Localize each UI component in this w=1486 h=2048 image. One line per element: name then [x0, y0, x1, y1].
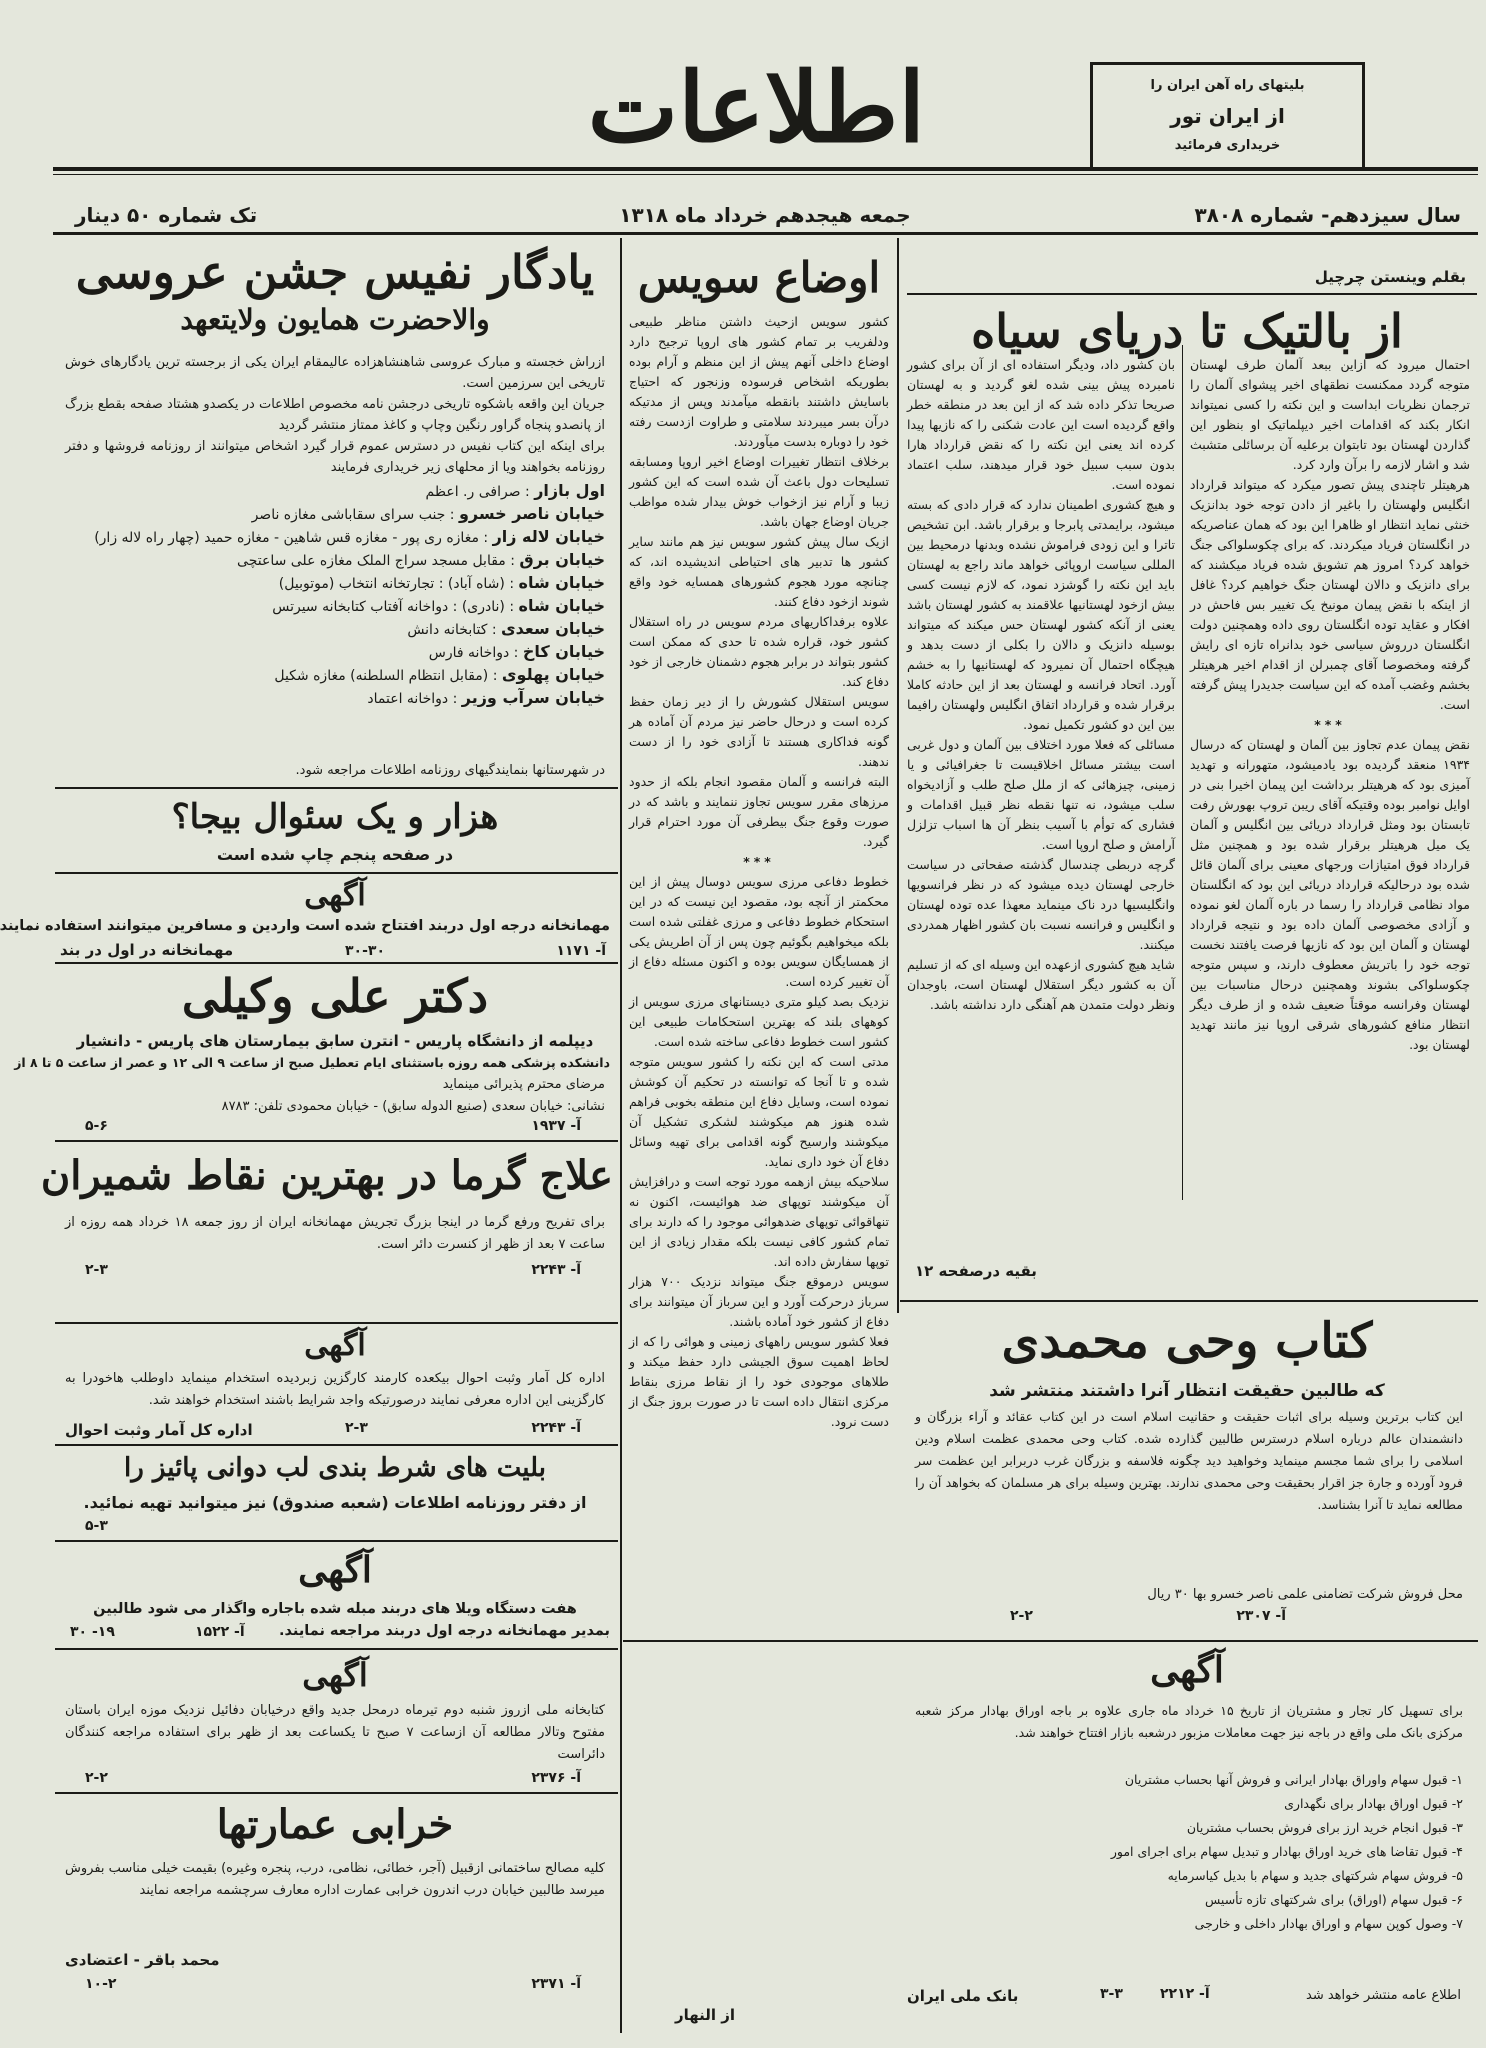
location-shop: : (نادری) : دواخانه آفتاب کتابخانه سیرتس: [272, 599, 515, 615]
ad-code: آ- ۲۳۷۶: [531, 1770, 581, 1786]
location-shop: : دواخانه اعتماد: [367, 691, 458, 707]
ad-code: آ- ۱۱۷۱: [556, 943, 606, 959]
article-paragraph: مسائلی که فعلا مورد اختلاف بین آلمان و دول غربی است بیشتر مسائل اخلاقیست تا جغرافیائی و یا زمینی، چیزهائی که از ملل صلح طلب و آزادیخواه سلب میشود، نه تنها نقطه نظر قبیل اقدامات و فشاری که توأم با آسیب بنظر آن ها اسباب تزلزل آرامش و صلح اروپا است.: [907, 737, 1175, 852]
ruins-ad-title: خرابی عمارتها: [216, 1801, 454, 1848]
ad-code: آ- ۱۵۲۲: [195, 1624, 245, 1640]
ad-paragraph: جریان این واقعه باشکوه تاریخی درجشن نامه مخصوص اطلاعات در یکصدو هشتاد صفحه بقطع بزرگ از پانصدو پنجاه گراور رنگین وچاپ و کاغذ ممتاز منتشر گردید: [65, 397, 605, 433]
shemiran-ad-text: برای تفریح ورفع گرما در اینجا بزرگ تجریش مهمانخانه ایران از روز جمعه ۱۸ خرداد همه روزه از ساعت ۷ بعد از ظهر از کنسرت دائر است.: [65, 1215, 605, 1252]
ad-code: آ- ۲۲۴۳: [531, 1262, 581, 1278]
article-paragraph: بان کشور داد، ودیگر استفاده ای از آن برای کشور نامبرده پیش بینی شده لغو گردید و به لهستان صریحا تذکر داده شد که از این بعد در منطقه خطر واقع گردیده است این عادت شکنی را که نازیها پیدا کرده اند یعنی این نکته را که نقض قرارداد هارا بدون سبب سبیل خود قرار میدهند، سلب اعتماد نموده است.: [907, 357, 1175, 492]
ad-code: ۱۹- ۳۰: [70, 1624, 115, 1640]
bank-ad-item: ۷- وصول کوپن سهام و اوراق بهادار داخلی و خارجی: [1194, 1916, 1463, 1931]
shemiran-ad-title: علاج گرما در بهترین نقاط شمیران: [40, 1152, 613, 1199]
section-rule: [55, 1648, 618, 1650]
library-ad-label: آگهی: [302, 1656, 368, 1694]
location-item: [65, 503, 605, 526]
location-street: خیابان شاه: [518, 596, 605, 615]
ad-code: ۲-۳: [85, 1262, 108, 1278]
location-street: اول بازار: [534, 481, 605, 500]
villa-ad-text: بمدیر مهمانخانه درجه اول دربند مراجعه نمایند.: [279, 1623, 610, 1639]
location-shop: : (مقابل انتظام السلطنه) مغازه شکیل: [274, 668, 498, 684]
masthead-title: اطلاعات: [587, 51, 925, 164]
article-paragraph: سلاحیکه بیش ازهمه مورد توجه است و درافزایش آن میکوشند توپهای ضد هوائیست، اکنون نه تنهاقوائی توپهای ضدهوائی موجود را که دارند برای تمام کشور کافی نیست بلکه مقدار زیادی از این توپها سفارش داده اند.: [629, 1174, 889, 1269]
doctor-ad-line: مرضای محترم پذیرائی مینماید: [442, 1077, 605, 1092]
ad-paragraph: ازراش خجسته و مبارک عروسی شاهنشاهزاده عالیمقام ایران یکی از برجسته ترین یادگارهای خوش تاریخی این سرزمین است.: [65, 355, 605, 391]
lottery-ad-title: بلیت های شرط بندی لب دوانی پائیز را: [124, 1453, 546, 1483]
article-paragraph: گرچه دربطی چندسال گذشته صفحاتی در سیاست خارجی لهستان دیده میشود که در نظر فرانسویها وانگلیسیها درد ناک مینماید معهذا عده توده لهستان و انگلیس و فرانسه نسبت بان کشور اظهار همدردی میکنند.: [907, 857, 1175, 952]
stats-ad-text: اداره کل آمار وثبت احوال بیکعده کارمند کارگزین زبردیده استخدام مینماید داوطلب هاخودرا به کارگزینی این اداره معرفی نمایند درصورتیکه واجد شرایط باشند استخدام خواهند شد.: [65, 1371, 605, 1408]
location-street: خیابان لاله زار: [492, 527, 605, 546]
swiss-article-body: [629, 312, 889, 2002]
article-paragraph: هرهیتلر تاچندی پیش تصور میکرد که میتواند قرارداد انگلیس ولهستان را باغیر از دادن توجه خود بدانزیک خنثی نماید انتظار او ظاهرا این بود که همان عناصریکه در انگلستان فریاد میکردند. که برای چکوسلواکی جنگ خواهد کرد؟ امروز هم تشویق شده فریاد میکشند که برای دانزیک و دالان لهستان جنگ خواهیم کرد؟ غافل از اینکه با نقض پیمان مونیخ یک تغییر بس فاحش در افکار و عقاید توده انگلستان روی داده وهمچنین دولت انگلستان درروش سیاسی خود بدانراه تازه ای رایش گرفته ومخصوصا آقای چمبرلن از اقدام اخیر هرهیتلر بخشم وغضب آمده که این سیاست جدیدرا پیش گرفته است.: [1190, 477, 1470, 712]
column-divider: [897, 238, 899, 1313]
location-street: خیابان سرآب وزیر: [461, 688, 605, 707]
location-street: خیابان شاه: [518, 573, 605, 592]
doctor-ad-line: دیپلمه از دانشگاه پاریس - انترن سابق بیمارستان های پاریس - دانشیار: [76, 1032, 594, 1050]
article-paragraph: برخلاف انتظار تغییرات اوضاع اخیر اروپا ومسابقه تسلیحات دول باعث آن شده است که این کشور زیبا و آرام نیز ازخواب خوش بیدار شده مواظب جریان اوضاع جهان باشد.: [629, 454, 889, 529]
bank-ad-item: ۳- قبول انجام خرید ارز برای فروش بحساب مشتریان: [1186, 1820, 1463, 1835]
byline-rule: [907, 293, 1477, 295]
location-item: [65, 595, 605, 618]
section-rule: [55, 872, 618, 874]
book-ad-title: کتاب وحی محمدی: [1001, 1313, 1373, 1369]
section-stars: ***: [1314, 717, 1346, 732]
stats-ad-signature: اداره کل آمار وثبت احوال: [65, 1421, 253, 1439]
bank-ad-item: ۲- قبول اوراق بهادار برای نگهداری: [1284, 1796, 1463, 1811]
bank-ad-label: آگهی: [1150, 1649, 1224, 1691]
location-shop: : جنب سرای سقاباشی مغازه ناصر: [251, 507, 455, 523]
villa-ad-label: آگهی: [298, 1549, 372, 1591]
article-paragraph: مدتی است که این نکته را کشور سویس متوجه شده و تا آنجا که توانسته در تحکیم آن کوشش نموده است، وسایل دفاع این منطقه بخوبی فراهم شده هنوز هم میکوشند لشکری تشکیل آن میکوشند وارسیح گونه اقدامی برای تهیه وسائل دفاع آن خود داری نماید.: [629, 1054, 889, 1169]
ad-code: ۲-۲: [85, 1770, 108, 1786]
hotel-ad-subtext: مهمانخانه در اول در بند: [60, 941, 234, 959]
article-paragraph: نزدیک بصد کیلو متری دیستانهای مرزی سویس از کوههای بلند که بهترین استحکامات طبیعی این کشور است خطوط دفاعی ساخته شده است.: [629, 994, 889, 1049]
wedding-ad-title: یادگار نفیس جشن عروسی: [75, 245, 595, 299]
wedding-ad-footer: در شهرستانها بنمایندگیهای روزنامه اطلاعات مراجعه شود.: [295, 763, 605, 778]
location-street: خیابان ناصر خسرو: [458, 504, 605, 523]
article-headline: از بالتیک تا دریای سیاه: [971, 304, 1403, 358]
article-paragraph: سویس درموقع جنگ میتواند نزدیک ۷۰۰ هزار سرباز درحرکت آورد و این سرباز آن میتوانند برای دفاع از کشور خود آماده باشند.: [629, 1274, 889, 1329]
section-rule: [55, 787, 618, 789]
hotel-ad-text: مهمانخانه درجه اول دربند افتتاح شده است واردین و مسافرین میتوانند استفاده نمایند: [0, 918, 610, 934]
article-paragraph: فعلا کشور سویس راههای زمینی و هوائی را که از لحاظ اهمیت سوق الجیشی دارد حفظ میکند و طلاهای موجودی خود را از نقاط مرزی بنقاط مرکزی انتقال داده است تا در صورت بروز جنگ از دست نرود.: [629, 1334, 889, 1429]
article-column: [907, 355, 1175, 1255]
bank-ad-items: [915, 1768, 1463, 1938]
stats-ad-label: آگهی: [304, 1328, 366, 1363]
doctor-ad-title: دکتر علی وکیلی: [181, 969, 489, 1023]
issue-price: تک شماره ۵۰ دینار: [75, 203, 258, 227]
location-item: [65, 526, 605, 549]
article-paragraph: البته فرانسه و آلمان مقصود انجام بلکه از حدود مرزهای مقرر سویس تجاوز ننمایند و باشد که در صورت وقوع جنگ بیطرفی آن مورد احترام قرار گیرد.: [629, 774, 889, 849]
doctor-ad-address: نشانی: خیابان سعدی (صنیع الدوله سابق) - خیابان محمودی تلفن: ۸۷۸۳: [221, 1099, 605, 1114]
masthead-ad-box: [1090, 62, 1365, 170]
ruins-ad-text: کلیه مصالح ساختمانی ازقبیل (آجر، خطائی، نظامی، درب، پنجره وغیره) بقیمت خیلی مناسب بفروش میرسد طالبین خیابان درب اندرون خرابی عمارت اداره معارف سرچشمه مراجعه نمایند: [65, 1861, 605, 1898]
location-shop: : کتابخانه دانش: [407, 622, 497, 638]
section-stars: ***: [743, 854, 775, 869]
section-rule: [623, 1640, 1478, 1642]
book-ad-subtitle: که طالبین حقیقت انتظار آنرا داشتند منتشر شد: [989, 1381, 1385, 1401]
section-rule: [900, 1300, 1478, 1302]
issue-date: جمعه هیجدهم خرداد ماه ۱۳۱۸: [619, 203, 911, 227]
location-street: خیابان سعدی: [501, 619, 605, 638]
bank-ad-footer: اطلاع عامه منتشر خواهد شد: [1306, 1988, 1461, 2003]
masthead-rule: [53, 167, 1478, 171]
location-street: خیابان پهلوی: [501, 665, 605, 684]
ad-box-line: خریداری فرمائید: [1174, 138, 1281, 153]
article-paragraph: علاوه برفداکاریهای مردم سویس در راه استقلال کشور خود، قراره شده تا حدی که ممکن است کشور بتواند در برابر هجوم دشمنان خارجی از خود دفاع کند.: [629, 614, 889, 689]
ad-code: ۳۰-۳۰: [345, 943, 385, 959]
ruins-ad-signature: محمد باقر - اعتضادی: [65, 1951, 220, 1969]
location-street: خیابان کاخ: [522, 642, 605, 661]
ad-code: ۲-۳: [345, 1420, 368, 1436]
ad-code: ۲-۲: [1010, 1608, 1033, 1624]
wedding-ad-subtitle: والاحضرت همایون ولایتعهد: [180, 303, 490, 336]
issue-number: سال سیزدهم- شماره ۳۸۰۸: [1194, 203, 1461, 227]
bank-ad-item: ۴- قبول تقاضا های خرید اوراق بهادار و تبدیل سهام برای اجرای امور: [1110, 1844, 1463, 1859]
article-paragraph: ازیک سال پیش کشور سویس نیز هم مانند سایر کشور ها تدبیر های احتیاطی اندیشیده اند، که چنانچه مورد هجوم کشورهای همسایه خود واقع شوند ازخود دفاع کنند.: [629, 534, 889, 609]
bank-ad-intro: برای تسهیل کار تجار و مشتریان از تاریخ ۱۵ خرداد ماه جاری علاوه بر باجه اوراق بهادار مرکز شعبه مرکزی بانک ملی واقع در باجه نیز جهت معاملات مزبور درشعبه بازار افتتاح خواهند شد.: [915, 1703, 1463, 1740]
ad-box-line: بلیتهای راه آهن ایران را: [1150, 78, 1305, 93]
article-paragraph: کشور سویس ازحیث داشتن مناظر طبیعی ودلفریب بر تمام کشور های اروپا ترجیح دارد اوضاع داخلی آنهم پیش از این منظم و آرام بوده بطوریکه اشخاص فرسوده وزنجور که احتیاج باسایش داشتند بانقطه میآمدند وپس از مدتیکه درآن بسر میبردند سلامتی و طراوت ازدست رفته خود را دوباره بدست میآوردند.: [629, 314, 889, 449]
article-column: [1190, 355, 1470, 1255]
bank-ad-item: ۵- فروش سهام شرکتهای جدید و سهام با بدیل کیاسرمایه: [1167, 1868, 1463, 1883]
doctor-ad-line: دانشکده پزشکی همه روزه باستثنای ایام تعطیل صبح از ساعت ۹ الی ۱۲ و عصر از ساعت ۵ تا ۸ از: [14, 1055, 610, 1070]
location-item: [65, 549, 605, 572]
column-divider: [1182, 345, 1183, 1200]
ad-code: آ- ۲۳۰۷: [1236, 1608, 1286, 1624]
location-item: [65, 664, 605, 687]
bank-ad-item: ۶- قبول سهام (اوراق) برای شرکتهای تازه تأسیس: [1204, 1892, 1463, 1907]
article-byline: بقلم وینستن چرچیل: [1314, 268, 1466, 286]
location-shop: : مقابل مسجد سراج الملک مغازه علی ساعتچی: [237, 553, 515, 569]
bank-ad-signature: بانک ملی ایران: [907, 1987, 1019, 2005]
article-paragraph: خطوط دفاعی مرزی سویس دوسال پیش از این محکمتر از آنچه بود، مقصود این نیست که در این استحکام خطوط دفاعی و مرزی غفلتی شده است بلکه میخواهیم بگوئیم چون پس از آن اطریش یکی از همسایگان سویس بوده و اکنون مسئله دفاع از آن تغییر کرده است.: [629, 874, 889, 989]
ad-code: ۱۰-۲: [85, 1976, 117, 1992]
wedding-ad-text: [65, 352, 605, 480]
library-ad-text: کتابخانه ملی ازروز شنبه دوم تیرماه درمحل جدید واقع درخیابان دفائیل نزدیک موزه ایران باستان مفتوح وتالار مطالعه آن ازساعت ۷ صبح تا یکساعت بعد از ظهر برای استفاده مراجعه کنندگان دائراست: [65, 1703, 605, 1762]
location-item: [65, 687, 605, 710]
article-paragraph: و هیچ کشوری اطمینان ندارد که قرار دادی که بسته میشود، برایمدتی پابرجا و برقرار باشد. ابن تشخیص تاترا و این زودی فراموش نشده وبدنها درمحیط بین المللی سیاست اروپائی خواهد ماند راجع به لهستان باید این نکته را گوشزد نمود، که لازم نیست کسی بیش ازخود لهستانیها علاقمند به کشور لهستان باشد یعنی از آنکه کشور لهستان حس میکند که میتواند بوسیله دانزیک و دالان را بکلی از دست بدهد و هیچگاه احتمال آن نمیرود که لهستانیها را به خشم آورد. اتحاد فرانسه و لهستان بعد از این حادثه کاملا برقرار شده و قرارداد اتفاق انگلیس ولهستان رافیما بین این دو کشور تکمیل نمود.: [907, 497, 1175, 732]
section-rule: [55, 1322, 618, 1324]
dateline-rule: [53, 232, 1478, 235]
villa-ad-text: هفت دستگاه ویلا های دربند مبله شده باجاره واگذار می شود طالبین: [93, 1601, 577, 1617]
article-paragraph: احتمال میرود که ازاین ببعد آلمان طرف لهستان متوجه گردد ممکنست نطقهای اخیر پیشوای آلمان را ترجمان نظریات ابداست و این نکته را کسی نمیتواند انکار بکند که اقدامات اخیر دیپلماتیک او بنظور این گذاردن لهستان بود تابتوان برعلیه آن برسائلی متشبث شد و اشار لازمه را برآن وارد کرد.: [1190, 357, 1470, 472]
location-shop: : صرافی ر. اعظم: [425, 484, 530, 500]
questions-ad-subtitle: در صفحه پنجم چاپ شده است: [216, 845, 454, 864]
swiss-source: از النهار: [674, 2006, 736, 2024]
location-shop: : دواخانه فارس: [428, 645, 519, 661]
questions-ad-title: هزار و یک سئوال بیجا؟: [171, 797, 499, 837]
ad-code: ۵-۳: [85, 1518, 108, 1534]
ad-code: ۳-۳: [1100, 1986, 1123, 2002]
masthead-rule-thin: [53, 174, 1478, 175]
location-item: [65, 641, 605, 664]
hotel-ad-label: آگهی: [304, 878, 366, 913]
section-rule: [55, 1792, 618, 1794]
book-ad-text: این کتاب برترین وسیله برای اثبات حقیقت و حقانیت اسلام است در این کتاب عقائد و آراء بزرگان و دانشمندان عالم درباره اسلام درسترس طالبین گذارده شده. کتاب وحی محمدی عظمت اسلام ودین اسلامی را برای شما مجسم مینماید وخواهید دید چگونه فلاسفه و بزرگان غرب دربرابر این عظمت سر فرود آورده و جارة جز اقرار بحقیقت وحی محمدی ندارند. بهترین وسیله برای هر مسلمان که بخواهد آن را مطالعه نماید تا آنرا بشناسد.: [915, 1409, 1463, 1512]
ad-code: آ- ۲۲۱۲: [1160, 1986, 1210, 2002]
swiss-headline: اوضاع سویس: [637, 253, 881, 302]
location-item: [65, 572, 605, 595]
continued-note: بقیه درصفحه ۱۲: [915, 1262, 1037, 1280]
bank-ad-item: ۱- قبول سهام واوراق بهادار ایرانی و فروش آنها بحساب مشتریان: [1124, 1772, 1463, 1787]
article-paragraph: سویس استقلال کشورش را از دیر زمان حفظ کرده است و درحال حاضر نیز مردم آن آماده هر گونه فداکاری هستند تا آزادی خود را از دست ندهند.: [629, 694, 889, 769]
wedding-ad-locations: [65, 480, 605, 705]
book-ad-sale: محل فروش شرکت تضامنی علمی ناصر خسرو بها ۳۰ ریال: [1147, 1587, 1463, 1602]
ad-code: آ- ۲۲۴۳: [531, 1420, 581, 1436]
lottery-ad-text: از دفتر روزنامه اطلاعات (شعبه صندوق) نیز میتوانید تهیه نمائید.: [83, 1493, 587, 1512]
location-item: [65, 618, 605, 641]
location-item: [65, 480, 605, 503]
location-shop: : مغازه ری پور - مغازه قس شاهین - مغازه حمید (چهار راه لاله زار): [94, 530, 489, 546]
ad-code: ۵-۶: [85, 1118, 108, 1134]
article-paragraph: شاید هیچ کشوری ازعهده این وسیله ای که از تسلیم آن به کشور دیگر استقلال لهستان است، باوجدان ونظر دولت متمدن هم آهنگی دارد نداشته باشد.: [907, 957, 1175, 1012]
ad-code: آ- ۲۳۷۱: [531, 1976, 581, 1992]
section-rule: [55, 1540, 618, 1542]
ad-box-line: از ایران تور: [1170, 104, 1285, 128]
column-divider: [620, 238, 622, 2033]
section-rule: [55, 1444, 618, 1446]
location-street: خیابان برق: [519, 550, 605, 569]
location-shop: : (شاه آباد) : تجارتخانه انتخاب (موتوبیل): [278, 576, 515, 592]
ad-paragraph: برای اینکه این کتاب نفیس در دسترس عموم قرار گیرد اشخاص میتوانند از روزنامه فروشها و دفتر روزنامه بخواهند ویا از محلهای زیر خریداری فرمایند: [65, 439, 605, 475]
ad-code: آ- ۱۹۳۷: [531, 1118, 581, 1134]
article-paragraph: نقض پیمان عدم تجاوز بین آلمان و لهستان که درسال ۱۹۳۴ منعقد گردیده بود یادمیشود، متهورانه و تهدید آمیزی بود که هرهیتلر برداشت این پیمان اخیرا بنی در اوایل نوامبر بوده وقتیکه آقای ریبن تروپ بهورش رفت تابستان بود ومثل قرارداد دریائی بین انگلیس و آلمان یک میل هرهیتلر برقرار شده بود و همچنین مثل قرارداد فوق امتیازات ورجهای معینی برای آلمان قائل شده بود درحالیکه قرارداد دریائی این بود که انگلستان مواد نظامی قرارداد را رسما در باره آلمان لغو نموده و آزادی مخصوصی آلمان داده بود و نتیجه قرارداد لهستان و آلمان این بود که نازیها فرصت یافتند نخست توجه خود را باتریش معطوف دارند، و سپس متوجه چکوسلواکی بشوند وهمچنین درحال مناسبات بین لهستان وفرانسه موقتاً ضعیف شده و از طرف دیگر انتظار منافع کشورهای شرقی اروپا نیز مانند تهدید لهستان بود.: [1190, 737, 1470, 1052]
